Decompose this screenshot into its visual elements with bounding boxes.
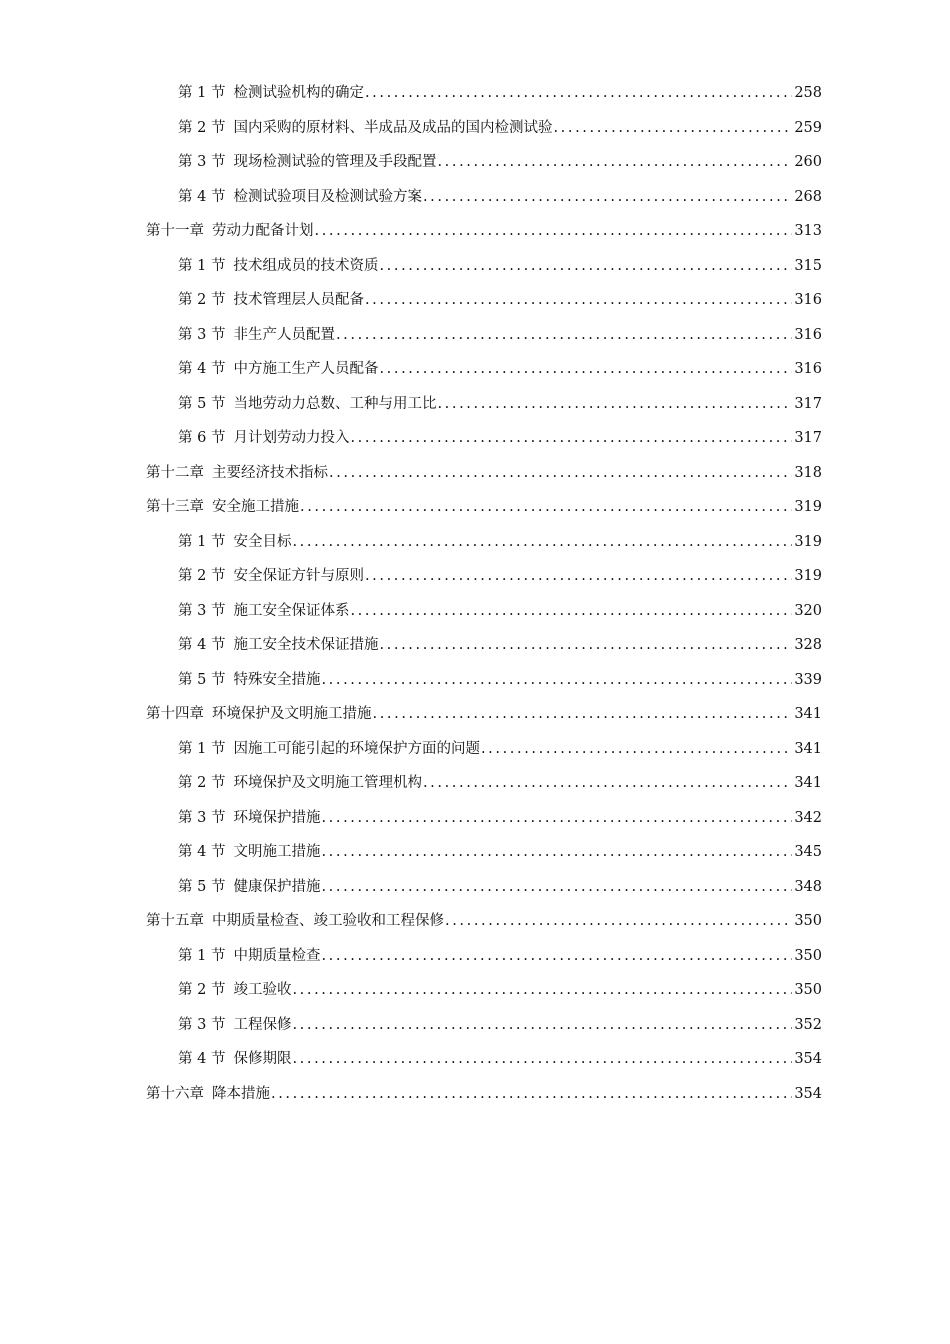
entry-page-number: 341 <box>794 706 822 722</box>
entry-number: 第 2 节 <box>178 292 226 308</box>
entry-title: 工程保修 <box>233 1016 292 1033</box>
dot-leader <box>320 939 792 974</box>
toc-section-entry[interactable] <box>146 628 822 663</box>
entry-number: 第 4 节 <box>178 1051 226 1067</box>
toc-section-entry[interactable] <box>146 387 822 422</box>
entry-title: 技术组成员的技术资质 <box>233 257 379 274</box>
toc-section-entry[interactable] <box>146 525 822 560</box>
entry-number: 第 4 节 <box>178 361 226 377</box>
entry-number: 第 4 节 <box>178 637 226 653</box>
dot-leader <box>314 214 793 249</box>
entry-page-number: 341 <box>794 740 822 757</box>
dot-leader <box>378 628 792 663</box>
entry-number: 第十三章 <box>146 499 204 515</box>
dot-leader <box>349 594 792 629</box>
entry-number: 第 2 节 <box>178 775 226 791</box>
toc-section-entry[interactable] <box>146 835 822 870</box>
dot-leader <box>364 283 792 318</box>
entry-title: 因施工可能引起的环境保护方面的问题 <box>233 740 480 757</box>
entry-title: 现场检测试验的管理及手段配置 <box>233 154 437 170</box>
toc-chapter-entry[interactable] <box>146 214 822 249</box>
entry-page-number: 352 <box>794 1016 822 1033</box>
entry-number: 第 2 节 <box>178 568 226 584</box>
entry-title: 安全施工措施 <box>212 499 299 515</box>
entry-page-number: 317 <box>794 395 822 412</box>
entry-number: 第十四章 <box>146 706 204 722</box>
entry-title: 检测试验机构的确定 <box>233 85 364 101</box>
entry-number: 第 3 节 <box>178 1016 226 1033</box>
entry-number: 第 3 节 <box>178 602 226 619</box>
entry-page-number: 319 <box>794 568 822 584</box>
toc-section-entry[interactable] <box>146 1008 822 1043</box>
entry-page-number: 341 <box>794 775 822 791</box>
entry-number: 第 5 节 <box>178 395 226 412</box>
dot-leader <box>480 732 792 767</box>
dot-leader <box>436 145 792 180</box>
toc-section-entry[interactable] <box>146 663 822 698</box>
entry-number: 第 3 节 <box>178 809 226 826</box>
entry-title: 当地劳动力总数、工种与用工比 <box>233 395 437 412</box>
entry-number: 第 3 节 <box>178 154 226 170</box>
entry-title: 环境保护及文明施工管理机构 <box>233 775 422 791</box>
entry-page-number: 313 <box>794 223 822 239</box>
dot-leader <box>422 766 792 801</box>
entry-number: 第 4 节 <box>178 844 226 860</box>
toc-chapter-entry[interactable] <box>146 904 822 939</box>
dot-leader <box>349 421 792 456</box>
entry-number: 第 6 节 <box>178 430 226 446</box>
toc-section-entry[interactable] <box>146 732 822 767</box>
dot-leader <box>320 835 792 870</box>
entry-title: 竣工验收 <box>233 982 292 998</box>
toc-section-entry[interactable] <box>146 180 822 215</box>
toc-section-entry[interactable] <box>146 76 822 111</box>
entry-page-number: 354 <box>794 1085 822 1102</box>
entry-number: 第十二章 <box>146 464 204 481</box>
entry-title: 保修期限 <box>233 1051 292 1067</box>
dot-leader <box>291 1042 792 1077</box>
entry-title: 施工安全技术保证措施 <box>233 637 379 653</box>
toc-section-entry[interactable] <box>146 421 822 456</box>
entry-title: 检测试验项目及检测试验方案 <box>233 188 422 205</box>
table-of-contents <box>146 76 822 1111</box>
entry-number: 第 2 节 <box>178 982 226 998</box>
entry-title: 中方施工生产人员配备 <box>233 361 379 377</box>
toc-section-entry[interactable] <box>146 111 822 146</box>
toc-chapter-entry[interactable] <box>146 1077 822 1112</box>
dot-leader <box>552 111 792 146</box>
dot-leader <box>378 249 792 284</box>
entry-title: 中期质量检查 <box>233 947 321 964</box>
entry-page-number: 350 <box>794 947 822 964</box>
toc-section-entry[interactable] <box>146 318 822 353</box>
entry-title: 健康保护措施 <box>233 878 321 895</box>
entry-page-number: 317 <box>794 430 822 446</box>
dot-leader <box>320 870 792 905</box>
entry-number: 第十五章 <box>146 913 204 929</box>
entry-title: 施工安全保证体系 <box>233 602 350 619</box>
dot-leader <box>436 387 792 422</box>
dot-leader <box>372 697 793 732</box>
entry-page-number: 318 <box>794 464 822 481</box>
entry-number: 第 1 节 <box>178 85 226 101</box>
dot-leader <box>328 456 792 491</box>
dot-leader <box>364 559 792 594</box>
entry-page-number: 258 <box>794 85 822 101</box>
dot-leader <box>364 76 792 111</box>
toc-section-entry[interactable] <box>146 973 822 1008</box>
entry-title: 安全目标 <box>233 533 292 550</box>
entry-title: 文明施工措施 <box>233 844 321 860</box>
entry-title: 月计划劳动力投入 <box>233 430 350 446</box>
entry-number: 第 1 节 <box>178 947 226 964</box>
entry-title: 环境保护措施 <box>233 809 321 826</box>
dot-leader <box>320 801 792 836</box>
toc-section-entry[interactable] <box>146 559 822 594</box>
entry-page-number: 354 <box>794 1051 822 1067</box>
toc-section-entry[interactable] <box>146 249 822 284</box>
entry-title: 安全保证方针与原则 <box>233 568 364 584</box>
entry-page-number: 350 <box>794 913 822 929</box>
dot-leader <box>422 180 792 215</box>
dot-leader <box>270 1077 792 1112</box>
toc-section-entry[interactable] <box>146 939 822 974</box>
toc-chapter-entry[interactable] <box>146 697 822 732</box>
entry-number: 第 4 节 <box>178 188 226 205</box>
toc-chapter-entry[interactable] <box>146 490 822 525</box>
dot-leader <box>335 318 792 353</box>
toc-section-entry[interactable] <box>146 594 822 629</box>
entry-page-number: 315 <box>794 257 822 274</box>
dot-leader <box>291 973 792 1008</box>
entry-title: 技术管理层人员配备 <box>233 292 364 308</box>
entry-page-number: 316 <box>794 326 822 343</box>
entry-page-number: 268 <box>794 188 822 205</box>
entry-page-number: 316 <box>794 292 822 308</box>
toc-section-entry[interactable] <box>146 1042 822 1077</box>
toc-section-entry[interactable] <box>146 870 822 905</box>
entry-page-number: 345 <box>794 844 822 860</box>
entry-page-number: 320 <box>794 602 822 619</box>
toc-section-entry[interactable] <box>146 766 822 801</box>
entry-number: 第 3 节 <box>178 326 226 343</box>
entry-title: 特殊安全措施 <box>233 671 321 688</box>
entry-page-number: 328 <box>794 637 822 653</box>
entry-title: 非生产人员配置 <box>233 326 335 343</box>
entry-page-number: 319 <box>794 499 822 515</box>
dot-leader <box>378 352 792 387</box>
dot-leader <box>291 1008 792 1043</box>
toc-section-entry[interactable] <box>146 801 822 836</box>
entry-page-number: 348 <box>794 878 822 895</box>
dot-leader <box>444 904 792 939</box>
toc-section-entry[interactable] <box>146 145 822 180</box>
dot-leader <box>299 490 792 525</box>
entry-page-number: 339 <box>794 671 822 688</box>
dot-leader <box>320 663 792 698</box>
entry-title: 国内采购的原材料、半成品及成品的国内检测试验 <box>233 119 553 136</box>
entry-number: 第 5 节 <box>178 671 226 688</box>
entry-page-number: 316 <box>794 361 822 377</box>
toc-section-entry[interactable] <box>146 283 822 318</box>
entry-number: 第十六章 <box>146 1085 204 1102</box>
entry-title: 劳动力配备计划 <box>212 223 314 239</box>
entry-number: 第 2 节 <box>178 119 226 136</box>
entry-number: 第十一章 <box>146 223 204 239</box>
entry-title: 主要经济技术指标 <box>212 464 328 481</box>
entry-title: 环境保护及文明施工措施 <box>212 706 372 722</box>
toc-section-entry[interactable] <box>146 352 822 387</box>
entry-number: 第 1 节 <box>178 740 226 757</box>
entry-title: 降本措施 <box>212 1085 270 1102</box>
entry-number: 第 1 节 <box>178 257 226 274</box>
entry-page-number: 342 <box>794 809 822 826</box>
entry-page-number: 259 <box>794 119 822 136</box>
entry-page-number: 319 <box>794 533 822 550</box>
dot-leader <box>291 525 792 560</box>
entry-title: 中期质量检查、竣工验收和工程保修 <box>212 913 444 929</box>
entry-page-number: 350 <box>794 982 822 998</box>
entry-page-number: 260 <box>794 154 822 170</box>
entry-number: 第 1 节 <box>178 533 226 550</box>
toc-chapter-entry[interactable] <box>146 456 822 491</box>
entry-number: 第 5 节 <box>178 878 226 895</box>
